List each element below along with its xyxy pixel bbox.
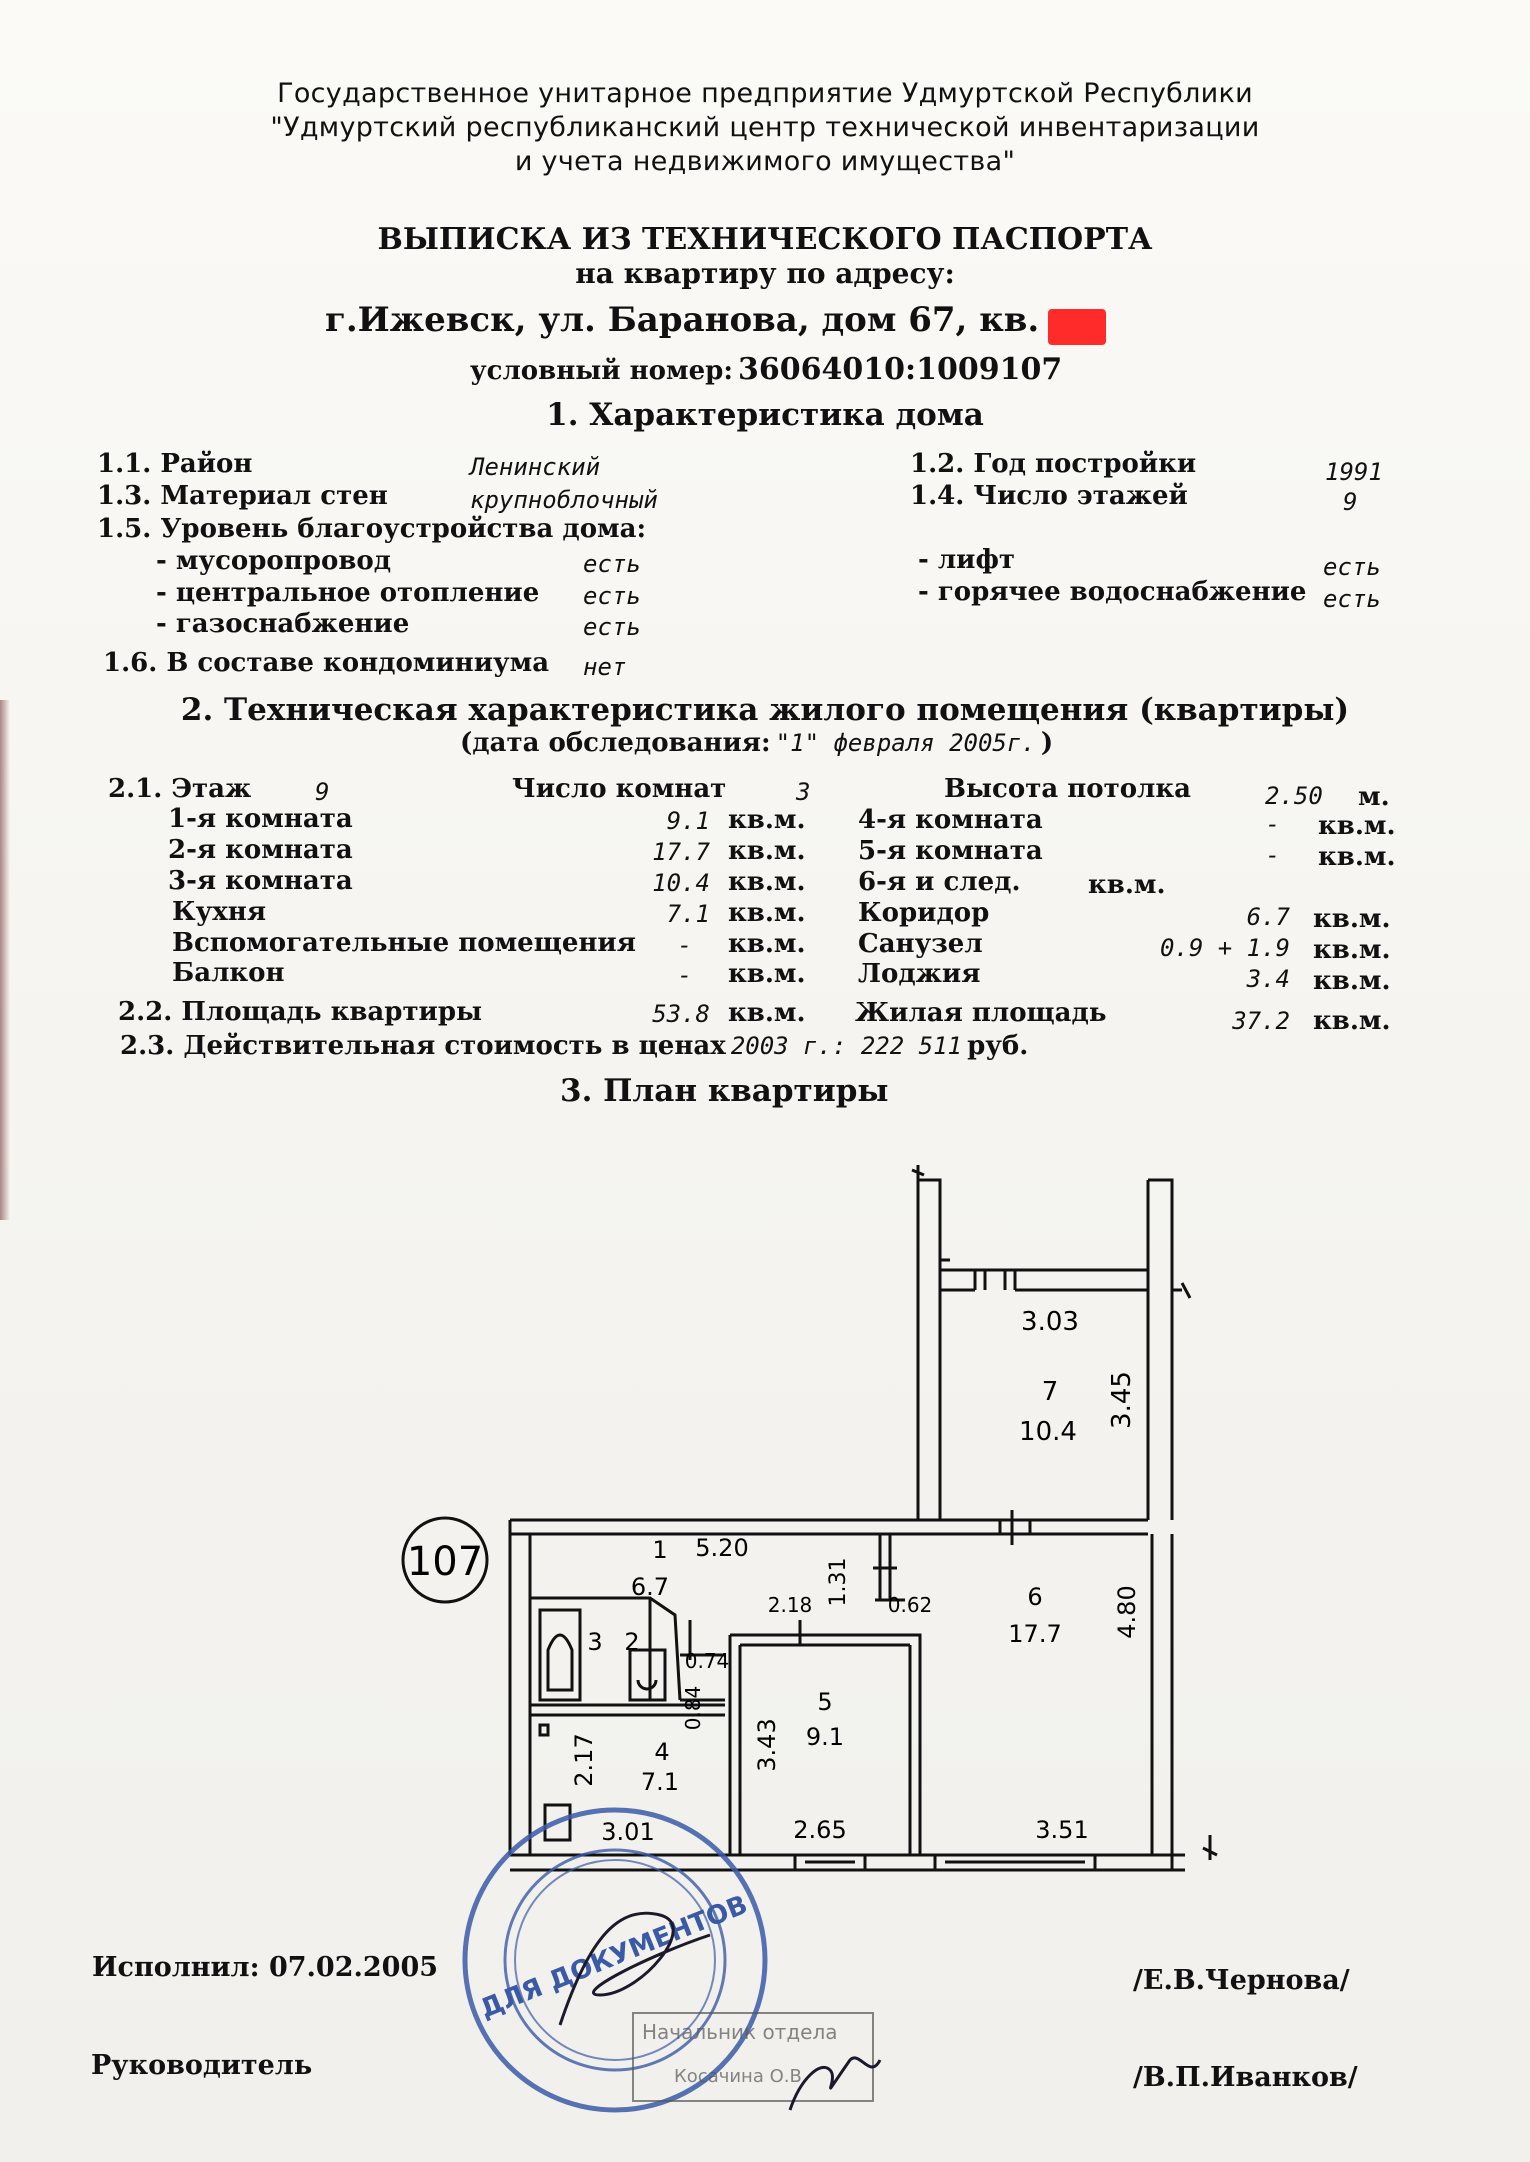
rooms-value: 3 <box>796 778 811 806</box>
cond-number: 36064010:1009107 <box>738 352 1063 387</box>
r6-no: 6 <box>1027 1583 1043 1611</box>
garbage-label: - мусоропровод <box>156 546 392 576</box>
heating-label: - центральное отопление <box>156 578 540 608</box>
bath-value: 0.9 + 1.9 <box>1159 934 1290 962</box>
r3-no: 3 <box>587 1628 603 1656</box>
dim-1-31: 1.31 <box>826 1557 851 1607</box>
cond-number-label: условный номер: <box>470 356 733 386</box>
org-line-2: "Удмуртский республиканский центр технической инвентаризации <box>270 112 1260 143</box>
hotwater-label: - горячее водоснабжение <box>918 577 1307 607</box>
total-area-value: 53.8 <box>652 1000 710 1028</box>
section-3-title: 3. План квартиры <box>560 1073 889 1109</box>
cost-value: 2003 г.: 222 511 <box>730 1032 962 1060</box>
stamp-text: ДЛЯ ДОКУМЕНТОВ <box>475 1889 752 2025</box>
r6-height: 4.80 <box>1113 1585 1141 1639</box>
r7-area: 10.4 <box>1019 1417 1077 1447</box>
room3-label: 3-я комната <box>168 866 353 896</box>
r7-no: 7 <box>1041 1377 1059 1407</box>
balcony-value: - <box>677 961 692 989</box>
dim-0-74: 0.74 <box>684 1649 730 1673</box>
walls-label: 1.3. Материал стен <box>97 481 388 511</box>
address-text: г.Ижевск, ул. Баранова, дом 67, кв. <box>325 300 1040 340</box>
r4-no: 4 <box>654 1738 670 1766</box>
apt-number-hidden: 10 <box>1064 308 1101 339</box>
dim-0-84: 0.84 <box>681 1685 705 1731</box>
performed-by-label: Исполнил: 07.02.2005 <box>92 1952 439 1983</box>
room1-label: 1-я комната <box>168 804 353 834</box>
year-value: 1991 <box>1325 458 1383 486</box>
hotwater-value: есть <box>1323 585 1381 613</box>
bath-unit: кв.м. <box>1313 935 1391 965</box>
corridor-unit: кв.м. <box>1313 904 1391 934</box>
district-label: 1.1. Район <box>97 449 253 479</box>
lift-value: есть <box>1323 553 1381 581</box>
room4-value: - <box>1265 810 1280 838</box>
total-area-label: 2.2. Площадь квартиры <box>118 997 483 1027</box>
r1-width: 5.20 <box>695 1534 749 1562</box>
ceiling-label: Высота потолка <box>944 774 1191 804</box>
dim-2-18: 2.18 <box>767 1593 813 1617</box>
r7-height: 3.45 <box>1107 1371 1137 1429</box>
room4-unit: кв.м. <box>1318 811 1396 841</box>
gas-value: есть <box>583 613 641 641</box>
kitchen-label: Кухня <box>172 897 267 927</box>
floor-value: 9 <box>315 778 330 806</box>
garbage-value: есть <box>583 550 641 578</box>
room5-label: 5-я комната <box>858 836 1043 866</box>
lift-label: - лифт <box>918 545 1016 575</box>
condo-value: нет <box>583 653 627 681</box>
aux-value: - <box>677 931 692 959</box>
room3-unit: кв.м. <box>728 867 806 897</box>
room6-unit: кв.м. <box>1088 870 1166 900</box>
head-label: Руководитель <box>91 2050 313 2081</box>
plan-apt-no: 107 <box>406 1539 484 1585</box>
room6-label: 6-я и след. <box>858 867 1021 897</box>
r5-width: 2.65 <box>793 1816 847 1844</box>
cost-label: 2.3. Действительная стоимость в ценах <box>120 1031 726 1061</box>
r5-area: 9.1 <box>805 1723 845 1751</box>
r5-height: 3.43 <box>753 1718 781 1772</box>
loggia-unit: кв.м. <box>1313 966 1391 996</box>
condo-label: 1.6. В составе кондоминиума <box>103 648 550 678</box>
living-area-unit: кв.м. <box>1313 1006 1391 1036</box>
bath-label: Санузел <box>858 929 983 959</box>
balcony-unit: кв.м. <box>728 959 806 989</box>
r1-area: 6.7 <box>630 1573 670 1601</box>
loggia-value: 3.4 <box>1246 965 1290 993</box>
kitchen-value: 7.1 <box>666 900 710 928</box>
box-line-2: Косачина О.В. <box>674 2066 808 2087</box>
room1-unit: кв.м. <box>728 805 806 835</box>
district-value: Ленинский <box>470 453 601 481</box>
section-1-title: 1. Характеристика дома <box>546 397 984 433</box>
kitchen-unit: кв.м. <box>728 898 806 928</box>
year-label: 1.2. Год постройки <box>910 449 1197 479</box>
r4-area: 7.1 <box>640 1768 680 1796</box>
rooms-label: Число комнат <box>512 774 727 804</box>
survey-date-prefix: (дата обследования: <box>460 728 771 758</box>
balcony-label: Балкон <box>172 958 285 988</box>
walls-value: крупноблочный <box>470 486 658 514</box>
r1-no: 1 <box>652 1536 668 1564</box>
floor-label: 2.1. Этаж <box>108 774 252 804</box>
performed-by-name: /Е.В.Чернова/ <box>1133 1965 1350 1996</box>
level-label: 1.5. Уровень благоустройства дома: <box>97 514 647 544</box>
living-area-label: Жилая площадь <box>855 998 1107 1028</box>
room2-label: 2-я комната <box>168 835 353 865</box>
r4-height: 2.17 <box>570 1733 598 1787</box>
survey-date-suffix: ) <box>1040 728 1054 758</box>
gas-label: - газоснабжение <box>156 609 410 639</box>
head-name: /В.П.Иванков/ <box>1133 2062 1358 2093</box>
ceiling-unit: м. <box>1358 782 1390 812</box>
living-area-value: 37.2 <box>1232 1007 1290 1035</box>
cost-unit: руб. <box>967 1031 1029 1061</box>
heating-value: есть <box>583 582 641 610</box>
survey-date: "1" февраля 2005г. <box>775 729 1036 757</box>
r5-no: 5 <box>817 1688 833 1716</box>
room1-value: 9.1 <box>666 807 710 835</box>
floors-label: 1.4. Число этажей <box>910 481 1188 511</box>
room2-unit: кв.м. <box>728 836 806 866</box>
r6-area: 17.7 <box>1008 1620 1062 1648</box>
room5-unit: кв.м. <box>1318 842 1396 872</box>
org-line-3: и учета недвижимого имущества" <box>514 146 1016 177</box>
corridor-label: Коридор <box>858 898 990 928</box>
floors-value: 9 <box>1343 488 1358 516</box>
aux-label: Вспомогательные помещения <box>172 928 636 958</box>
box-line-1: Начальник отдела <box>642 2020 838 2044</box>
ceiling-value: 2.50 <box>1265 782 1323 810</box>
room5-value: - <box>1265 841 1280 869</box>
room2-value: 17.7 <box>652 838 710 866</box>
doc-subtitle: на квартиру по адресу: <box>575 257 955 290</box>
aux-unit: кв.м. <box>728 929 806 959</box>
room4-label: 4-я комната <box>858 805 1043 835</box>
corridor-value: 6.7 <box>1246 903 1290 931</box>
section-2-title: 2. Техническая характеристика жилого помещения (квартиры) <box>180 692 1350 728</box>
room3-value: 10.4 <box>652 869 710 897</box>
doc-title: ВЫПИСКА ИЗ ТЕХНИЧЕСКОГО ПАСПОРТА <box>377 222 1153 257</box>
loggia-label: Лоджия <box>858 959 981 989</box>
org-line-1: Государственное унитарное предприятие Удмуртской Республики <box>277 78 1253 109</box>
r2-no: 2 <box>624 1628 640 1656</box>
r7-width: 3.03 <box>1021 1307 1079 1337</box>
total-area-unit: кв.м. <box>728 998 806 1028</box>
r6-width: 3.51 <box>1035 1816 1089 1844</box>
dim-0-62: 0.62 <box>887 1593 933 1617</box>
r4-width: 3.01 <box>601 1818 655 1846</box>
